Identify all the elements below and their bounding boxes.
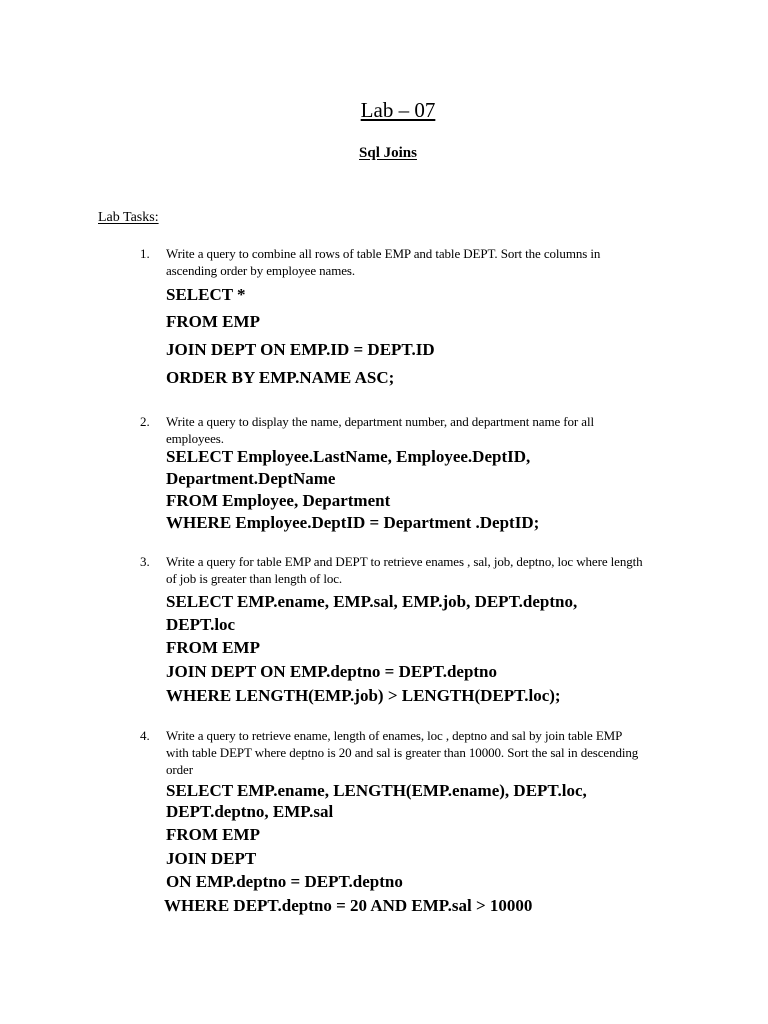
- task-number: 2.: [140, 414, 150, 429]
- sql-line: ORDER BY EMP.NAME ASC;: [166, 368, 395, 387]
- sql-line: WHERE Employee.DeptID = Department .DeptID;: [166, 513, 540, 532]
- sql-line: SELECT *: [166, 285, 246, 304]
- sql-line: DEPT.loc: [166, 615, 236, 634]
- sql-line: ON EMP.deptno = DEPT.deptno: [166, 872, 403, 891]
- sql-line: JOIN DEPT: [166, 849, 257, 868]
- sql-line: FROM Employee, Department: [166, 491, 391, 510]
- task-number: 1.: [140, 246, 150, 261]
- sql-line: FROM EMP: [166, 638, 260, 657]
- sql-line: FROM EMP: [166, 312, 260, 331]
- sql-line: WHERE DEPT.deptno = 20 AND EMP.sal > 10000: [164, 896, 533, 915]
- sql-line: JOIN DEPT ON EMP.ID = DEPT.ID: [166, 340, 435, 359]
- task-text: Write a query to retrieve ename, length of enames, loc , deptno and sal by join table EMP with table DEPT where deptno is 20 and sal is greater than 10000. Sort the sal in descending order: [166, 728, 639, 777]
- task-text: Write a query to display the name, department number, and department name for all employees.: [166, 414, 595, 446]
- task-text: Write a query to combine all rows of table EMP and table DEPT. Sort the columns in ascending order by employee names.: [166, 246, 601, 278]
- sql-line: DEPT.deptno, EMP.sal: [166, 802, 334, 821]
- sql-line: Department.DeptName: [166, 469, 336, 488]
- sql-line: SELECT EMP.ename, LENGTH(EMP.ename), DEPT.loc,: [166, 781, 587, 800]
- sql-line: FROM EMP: [166, 825, 260, 844]
- sql-line: JOIN DEPT ON EMP.deptno = DEPT.deptno: [166, 662, 498, 681]
- page-subtitle: Sql Joins: [359, 145, 417, 161]
- section-label-lab-tasks: Lab Tasks:: [98, 210, 159, 225]
- sql-line: SELECT EMP.ename, EMP.sal, EMP.job, DEPT.deptno,: [166, 592, 578, 611]
- task-text: Write a query for table EMP and DEPT to retrieve enames , sal, job, deptno, loc where length of job is greater than length of loc.: [166, 554, 643, 586]
- task-number: 3.: [140, 554, 150, 569]
- sql-line: SELECT Employee.LastName, Employee.DeptID,: [166, 447, 531, 466]
- sql-line: WHERE LENGTH(EMP.job) > LENGTH(DEPT.loc);: [166, 686, 561, 705]
- page-title: Lab – 07: [360, 98, 436, 122]
- task-number: 4.: [140, 728, 150, 743]
